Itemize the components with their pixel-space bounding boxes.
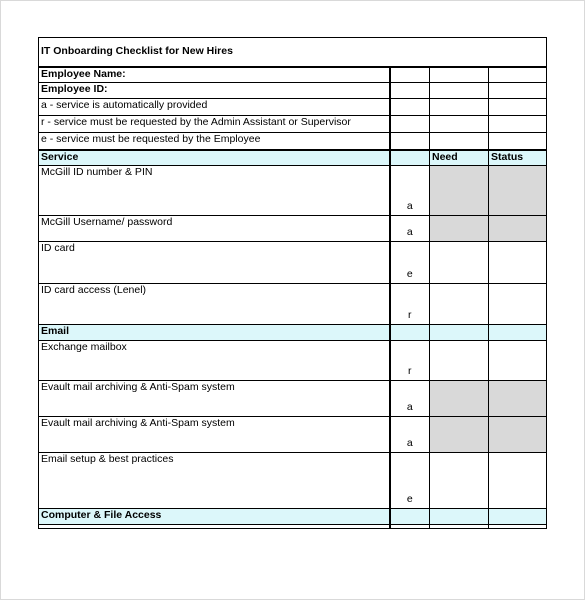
legend-cell [390,133,430,150]
item-label: Exchange mailbox [39,341,390,381]
legend-cell [390,116,430,133]
page-title: IT Onboarding Checklist for New Hires [39,38,547,67]
section-row-service [39,150,547,166]
checklist-sheet [38,37,546,529]
item-code: a [390,216,430,242]
need-cell[interactable] [430,453,489,509]
section-blank [390,150,430,166]
item-label: Evault mail archiving & Anti-Spam system [39,417,390,453]
section-title: Service [39,150,390,166]
legend-cell [489,133,547,150]
item-label: ID card access (Lenel) [39,284,390,325]
legend-a: a - service is automatically provided [39,99,390,116]
need-cell[interactable] [430,381,489,417]
section-title: Email [39,325,390,341]
item-code: e [390,453,430,509]
legend-cell [489,99,547,116]
item-label: McGill ID number & PIN [39,166,390,216]
employee-name-cell-3[interactable] [489,67,547,83]
employee-id-row [39,83,547,99]
section-title: Computer & File Access [39,509,390,525]
status-cell[interactable] [489,381,547,417]
legend-row-a [39,99,547,116]
section-row-email [39,325,547,341]
employee-id-cell-2[interactable] [430,83,489,99]
employee-id-label: Employee ID: [39,83,390,99]
legend-cell [430,99,489,116]
legend-r: r - service must be requested by the Admin Assistant or Supervisor [39,116,390,133]
title-row [39,38,547,67]
partial-cell [430,525,489,529]
need-cell[interactable] [430,216,489,242]
section-blank [489,509,547,525]
section-row-computer [39,509,547,525]
checklist-row [39,381,547,417]
item-label: Email setup & best practices [39,453,390,509]
item-code: r [390,341,430,381]
status-cell[interactable] [489,453,547,509]
checklist-row [39,453,547,509]
item-label: ID card [39,242,390,284]
checklist-row [39,242,547,284]
status-cell[interactable] [489,417,547,453]
legend-e: e - service must be requested by the Employee [39,133,390,150]
legend-cell [489,116,547,133]
partial-cell [39,525,390,529]
need-cell[interactable] [430,284,489,325]
legend-cell [390,99,430,116]
status-cell[interactable] [489,216,547,242]
item-label: Evault mail archiving & Anti-Spam system [39,381,390,417]
section-blank [489,325,547,341]
item-code: e [390,242,430,284]
checklist-row [39,341,547,381]
checklist-row [39,166,547,216]
item-code: a [390,381,430,417]
need-cell[interactable] [430,166,489,216]
employee-name-row [39,67,547,83]
status-cell[interactable] [489,166,547,216]
item-code: a [390,417,430,453]
legend-row-r [39,116,547,133]
partial-cell [489,525,547,529]
item-code: r [390,284,430,325]
status-cell[interactable] [489,242,547,284]
employee-id-cell-3[interactable] [489,83,547,99]
partial-cell [390,525,430,529]
legend-cell [430,116,489,133]
checklist-row [39,284,547,325]
employee-id-cell[interactable] [390,83,430,99]
section-blank [390,509,430,525]
need-cell[interactable] [430,341,489,381]
employee-name-cell-2[interactable] [430,67,489,83]
checklist-row [39,216,547,242]
section-blank [390,325,430,341]
status-cell[interactable] [489,284,547,325]
legend-cell [430,133,489,150]
need-cell[interactable] [430,417,489,453]
need-header: Need [430,150,489,166]
legend-row-e [39,133,547,150]
item-code: a [390,166,430,216]
status-header: Status [489,150,547,166]
checklist-table [38,37,547,529]
partial-row [39,525,547,529]
employee-name-label: Employee Name: [39,67,390,83]
employee-name-cell[interactable] [390,67,430,83]
section-blank [430,325,489,341]
status-cell[interactable] [489,341,547,381]
section-blank [430,509,489,525]
need-cell[interactable] [430,242,489,284]
item-label: McGill Username/ password [39,216,390,242]
checklist-row [39,417,547,453]
